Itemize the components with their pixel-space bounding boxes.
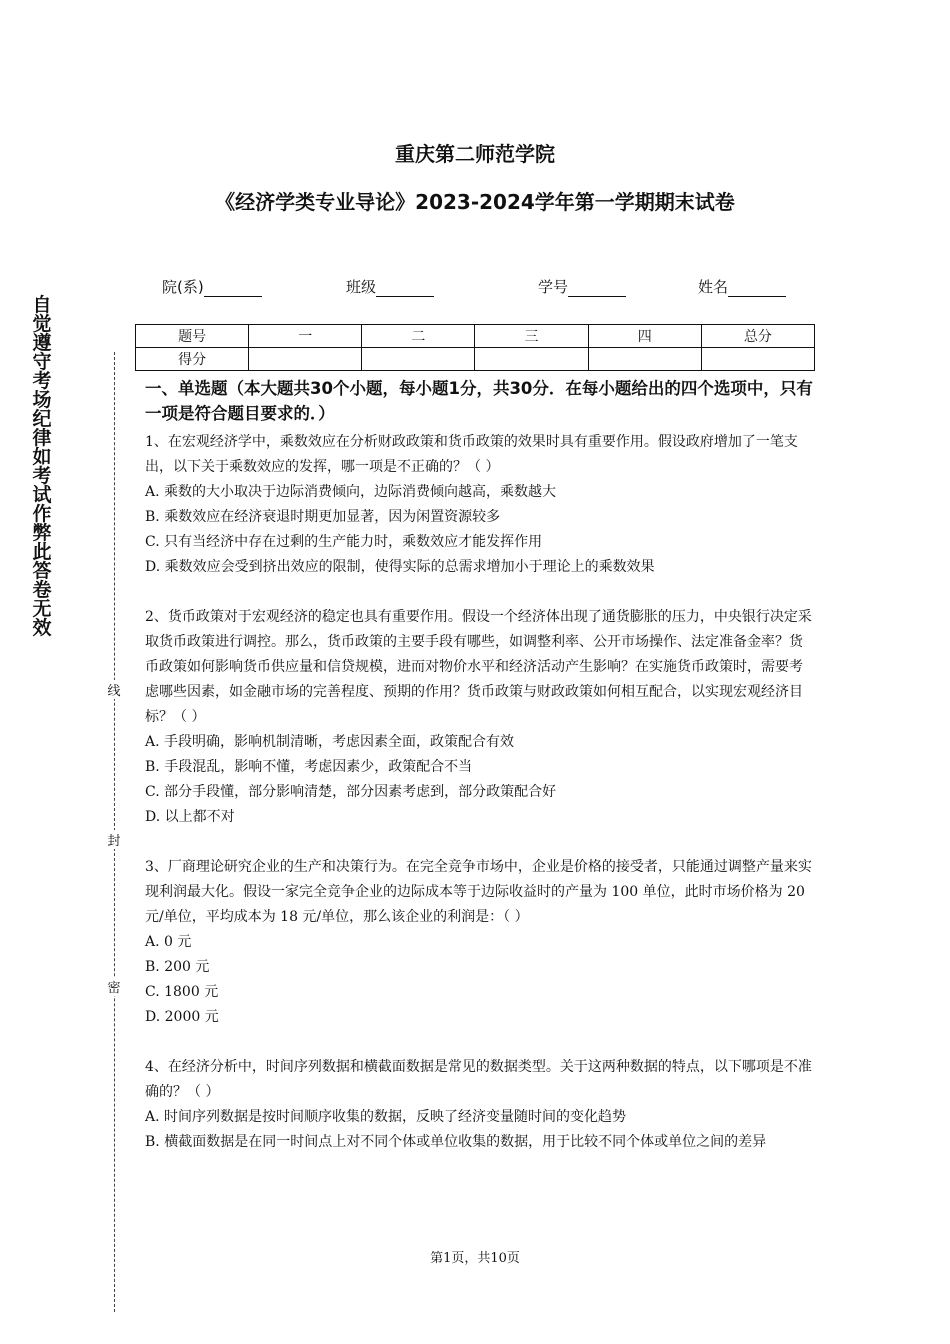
question-stem: 2、货币政策对于宏观经济的稳定也具有重要作用。假设一个经济体出现了通货膨胀的压力，中央银行决定采取货币政策进行调控。那么，货币政策的主要手段有哪些，如调整利率、公开市场操作、法定准备金率？货币政策如何影响货币供应量和信贷规模，进而对物价水平和经济活动产生影响？在实施货币政策时，需要考虑哪些因素，如金融市场的完善程度、预期的作用？货币政策与财政政策如何相互配合，以实现宏观经济目标？（ ） <box>145 609 812 725</box>
question-2 <box>145 605 815 830</box>
student-id-blank <box>568 280 626 297</box>
table-cell: 四 <box>588 325 701 348</box>
class-label: 班级 <box>346 278 377 296</box>
option-a: A. 0 元 <box>145 934 192 950</box>
option-c: C. 1800 元 <box>145 984 219 1000</box>
question-stem: 1、在宏观经济学中，乘数效应在分析财政政策和货币政策的效果时具有重要作用。假设政府增加了一笔支出，以下关于乘数效应的发挥，哪一项是不正确的？（ ） <box>145 434 798 475</box>
option-c: C. 部分手段懂，部分影响清楚，部分因素考虑到，部分政策配合好 <box>145 784 557 800</box>
section-title: 一、单选题（本大题共30个小题，每小题1分，共30分．在每小题给出的四个选项中，只有一项是符合题目要求的．） <box>145 379 813 423</box>
side-mark-seal: 封 <box>106 830 122 849</box>
class-field <box>346 276 434 297</box>
question-1 <box>145 430 815 580</box>
class-blank <box>376 280 434 297</box>
option-a: A. 乘数的大小取决于边际消费倾向，边际消费倾向越高，乘数越大 <box>145 484 557 500</box>
page-footer: 第1页，共10页 <box>430 1251 520 1266</box>
department-blank <box>204 280 262 297</box>
score-table <box>135 324 815 371</box>
score-cell <box>475 348 588 371</box>
table-cell: 题号 <box>136 325 249 348</box>
student-id-field <box>538 276 626 297</box>
question-3 <box>145 855 815 1030</box>
question-stem: 3、厂商理论研究企业的生产和决策行为。在完全竞争市场中，企业是价格的接受者，只能通过调整产量来实现利润最大化。假设一家完全竞争企业的边际成本等于边际收益时的产量为 100 单位，此时市场价格为 20 元/单位，平均成本为 18 元/单位，那么该企业的利润是：（ ） <box>145 859 812 925</box>
side-mark-secret: 密 <box>106 977 122 996</box>
table-cell: 二 <box>362 325 475 348</box>
score-cell <box>362 348 475 371</box>
exam-content <box>145 376 815 1155</box>
option-a: A. 手段明确，影响机制清晰，考虑因素全面，政策配合有效 <box>145 734 515 750</box>
question-4 <box>145 1055 815 1155</box>
score-cell <box>249 348 362 371</box>
option-b: B. 横截面数据是在同一时间点上对不同个体或单位收集的数据，用于比较不同个体或单位之间的差异 <box>145 1134 767 1150</box>
name-blank <box>728 280 786 297</box>
student-id-label: 学号 <box>538 278 569 296</box>
option-d: D. 乘数效应会受到挤出效应的限制，使得实际的总需求增加小于理论上的乘数效果 <box>145 559 655 575</box>
question-stem: 4、在经济分析中，时间序列数据和横截面数据是常见的数据类型。关于这两种数据的特点，以下哪项是不准确的？（ ） <box>145 1059 812 1100</box>
option-a: A. 时间序列数据是按时间顺序收集的数据，反映了经济变量随时间的变化趋势 <box>145 1109 627 1125</box>
score-table-header-row <box>136 325 815 348</box>
option-b: B. 手段混乱，影响不懂，考虑因素少，政策配合不当 <box>145 759 473 775</box>
option-d: D. 以上都不对 <box>145 809 235 825</box>
table-cell: 一 <box>249 325 362 348</box>
side-mark-line: 线 <box>106 680 122 699</box>
side-warning-note: 自觉遵守考场纪律如考试作弊此答卷无效 <box>32 294 52 639</box>
name-field <box>698 276 786 297</box>
exam-title: 《经济学类专业导论》2023-2024学年第一学期期末试卷 <box>215 190 735 214</box>
score-table-score-row <box>136 348 815 371</box>
option-b: B. 乘数效应在经济衰退时期更加显著，因为闲置资源较多 <box>145 509 501 525</box>
table-cell: 三 <box>475 325 588 348</box>
table-cell: 总分 <box>701 325 814 348</box>
option-c: C. 只有当经济中存在过剩的生产能力时，乘数效应才能发挥作用 <box>145 534 543 550</box>
name-label: 姓名 <box>698 278 729 296</box>
score-cell <box>588 348 701 371</box>
score-cell <box>701 348 814 371</box>
option-b: B. 200 元 <box>145 959 210 975</box>
school-name: 重庆第二师范学院 <box>395 142 555 166</box>
department-field <box>162 276 262 297</box>
option-d: D. 2000 元 <box>145 1009 219 1025</box>
table-cell: 得分 <box>136 348 249 371</box>
department-label: 院(系) <box>162 278 204 296</box>
